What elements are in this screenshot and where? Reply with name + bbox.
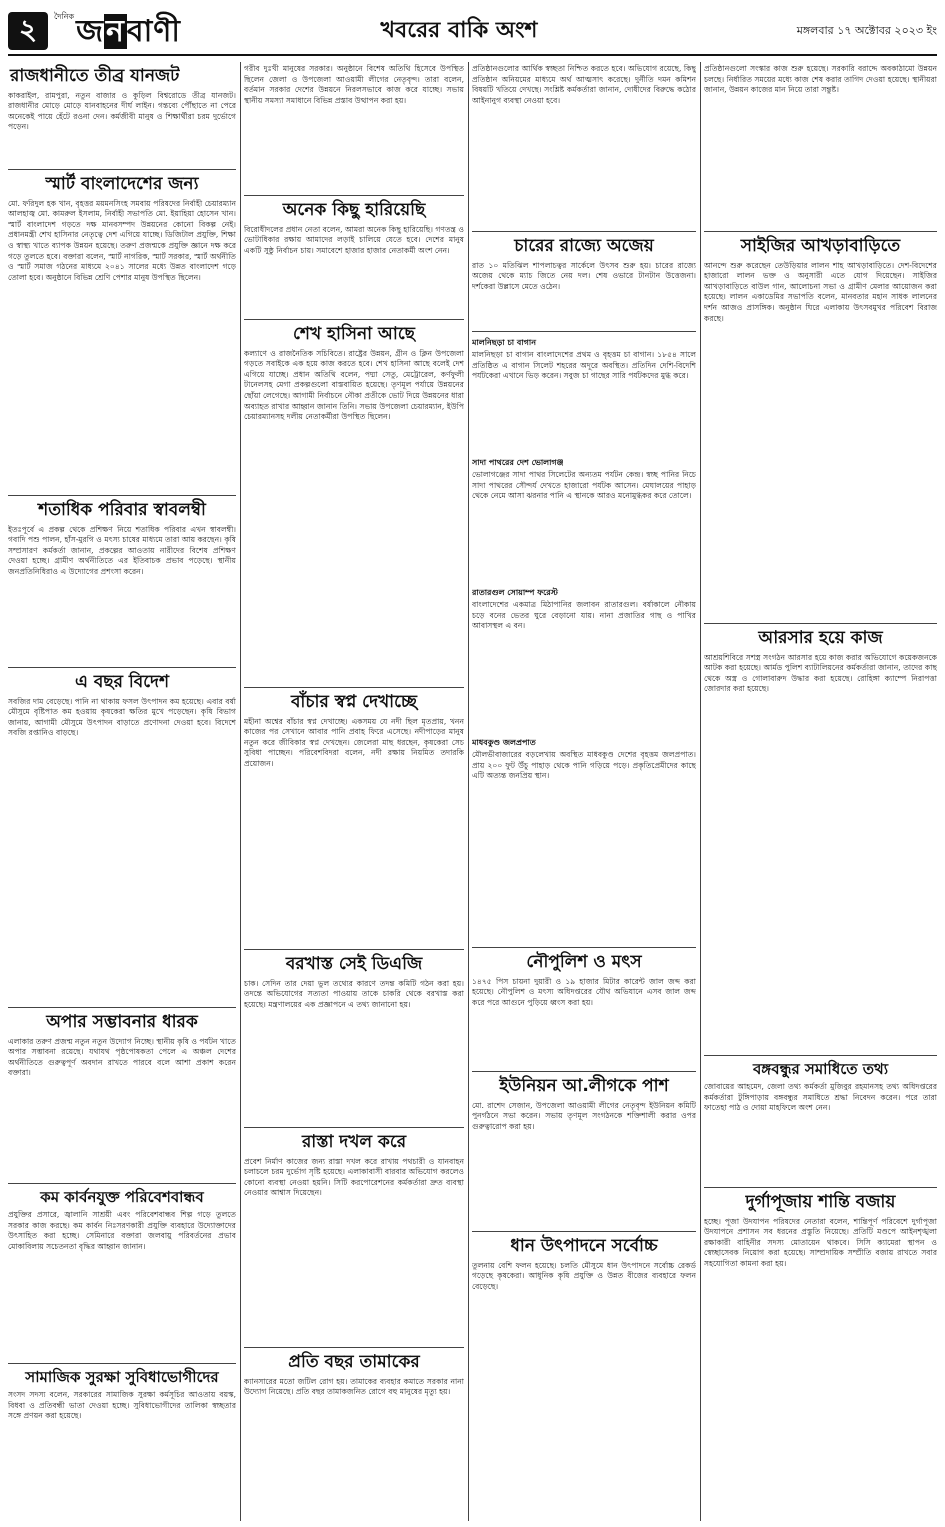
story-headline: স্মার্ট বাংলাদেশের জন্য [45, 174, 199, 194]
story-body: সবজির দাম বেড়েছে। পানি না থাকায় ফসল উৎপাদন কম হয়েছে। এবার বর্ষা মৌসুমে বৃষ্টিপাত কম হওয়ায় কৃষকেরা ক্ষতির মুখে পড়েছেন। কৃষি বিভাগ জানায়, আগামী মৌসুমে উৎপাদন বাড়াতে প্রণোদনা দেওয়া হবে। বিদেশে সবজি রপ্তানিও বাড়ছে। [8, 696, 236, 738]
story-body: বাংলাদেশের একমাত্র মিঠাপানির জলাবন রাতারগুল। বর্ষাকালে নৌকায় চড়ে বনের ভেতর ঘুরে বেড়ানো যায়। নানা প্রজাতির গাছ ও পাখির আবাসস্থল এ বন। [472, 600, 696, 631]
story-headline: রাস্তা দখল করে [301, 1132, 407, 1152]
story-body: ১৪৭৫ পিস চায়না দুয়ারী ও ১৯ হাজার মিটার কারেন্ট জাল জব্দ করা হয়েছে। নৌপুলিশ ও মৎস্য অধিদপ্তরের যৌথ অভিযানে এসব জাল জব্দ করে পরে আগুনে পুড়িয়ে ধ্বংস করা হয়। [472, 976, 696, 1007]
story-body: প্রতিষ্ঠানগুলোর আর্থিক স্বচ্ছতা নিশ্চিত করতে হবে। অভিযোগ রয়েছে, কিছু প্রতিষ্ঠান অনিয়মের মাধ্যমে অর্থ আত্মসাৎ করেছে। দুর্নীতি দমন কমিশন বিষয়টি খতিয়ে দেখছে। সংশ্লিষ্ট কর্মকর্তারা জানান, দোষীদের বিরুদ্ধে কঠোর আইনানুগ ব্যবস্থা নেওয়া হবে। [472, 64, 696, 105]
story-ratargul [472, 582, 696, 732]
story-body: রাত ১০ মতিঝিল শাপলাচত্বর সার্কেলে উৎসব শুরু হয়। চারের রাজ্যে অজেয় থেকে ম্যাচ জিতে নেয় দল। শেষ ওভারে টানটান উত্তেজনা। দর্শকেরা উল্লাসে মেতে ওঠেন। [472, 260, 696, 291]
story-lost-much [244, 196, 464, 320]
story-river-police [472, 948, 696, 1072]
story-headline: বরখাস্ত সেই ডিএজি [285, 954, 423, 974]
story-bholaganj [472, 452, 696, 582]
story-body: জোবায়ের আহমেদ, জেলা তথ্য কর্মকর্তা মুজিবুর রহমানসহ তথ্য অধিদপ্তরের কর্মকর্তারা টুঙ্গিপাড়ায় বঙ্গবন্ধুর সমাধিতে শ্রদ্ধা নিবেদন করেন। পরে তারা ফাতেহা পাঠ ও দোয়া মাহফিলে অংশ নেন। [704, 1082, 937, 1113]
story-madhabkunda [472, 732, 696, 948]
story-self-reliant-families [8, 496, 236, 668]
page-number: ২ [8, 12, 48, 50]
story-potential [8, 1008, 236, 1184]
dateline: মঙ্গলবার ১৭ অক্টোবর ২০২৩ ইং [796, 23, 937, 37]
story-headline: এ বছর বিদেশ [74, 672, 170, 692]
story-paddy-production [472, 1232, 696, 1412]
story-headline: ধান উৎপাদনে সর্বোচ্চ [510, 1236, 658, 1256]
story-body: মহীনা অশ্বের বাঁচার স্বপ্ন দেখাচ্ছে। একসময় যে নদী ছিল মৃতপ্রায়, খনন কাজের পর সেখানে আবার পানি প্রবাহ ফিরে এসেছে। নদীপাড়ের মানুষ নতুন করে জীবিকার স্বপ্ন দেখছেন। জেলেরা মাছ ধরছেন, কৃষকেরা সেচ সুবিধা পাচ্ছেন। পরিবেশবিদরা বলেন, নদী রক্ষায় নিয়মিত তদারকি প্রয়োজন। [244, 716, 464, 768]
story-subhead: মাধবকুণ্ড জলপ্রপাত [472, 738, 536, 747]
section-title: খবরের বাকি অংশ [380, 17, 538, 43]
story-headline: চারের রাজ্যে অজেয় [514, 236, 654, 256]
story-body: তুলনায় বেশি ফলন হয়েছে। চলতি মৌসুমে ধান উৎপাদনে সর্বোচ্চ রেকর্ড গড়েছে কৃষকেরা। আধুনিক কৃষি প্রযুক্তি ও উন্নত বীজের ব্যবহারে ফলন বেড়েছে। [472, 1260, 696, 1291]
story-headline: আরসার হয়ে কাজ [758, 628, 883, 648]
story-malnichhara [472, 332, 696, 452]
story-body: প্রযুক্তির প্রসারে, জ্বালানি সাশ্রয়ী এবং পরিবেশবান্ধব শিল্প গড়ে তুলতে সরকার কাজ করছে। কম কার্বন নিঃসরণকারী প্রযুক্তি ব্যবহারে উদ্যোক্তাদের উৎসাহিত করা হচ্ছে। সেমিনারে বক্তারা জলবায়ু পরিবর্তনের প্রভাব মোকাবিলায় সচেতনতা বৃদ্ধির আহ্বান জানান। [8, 1210, 236, 1252]
column-divider [700, 62, 701, 1521]
story-body: সংসদ সদস্য বলেন, সরকারের সামাজিক সুরক্ষা কর্মসূচির আওতায় বয়স্ক, বিধবা ও প্রতিবন্ধী ভাতা দেওয়া হচ্ছে। সুবিধাভোগীদের তালিকা স্বচ্ছতার সঙ্গে প্রণয়ন করা হয়েছে। [8, 1390, 236, 1421]
story-lalon-akhra [704, 232, 937, 624]
story-headline: দুর্গাপূজায় শান্তি বজায় [745, 1192, 896, 1212]
story-bangabandhu-tomb [704, 1056, 937, 1188]
story-headline: কম কার্বনযুক্ত পরিবেশবান্ধব [40, 1188, 204, 1206]
story-headline: বঙ্গবন্ধুর সমাধিতে তথ্য [752, 1060, 889, 1078]
story-sheikh-hasina [244, 320, 464, 688]
story-body: মো. রাশেদ সেজান, উপজেলা আওয়ামী লীগের নেতৃবৃন্দ ইউনিয়ন কমিটি পুনর্গঠনে সভা করেন। সভায় তৃণমূল সংগঠনকে শক্তিশালী করার ওপর গুরুত্বারোপ করা হয়। [472, 1100, 696, 1131]
logo-name: জনবাণী [76, 14, 181, 49]
column-4 [704, 62, 937, 1521]
story-arsa [704, 624, 937, 1056]
story-union-al [472, 1072, 696, 1232]
story-durga-puja [704, 1188, 937, 1518]
story-body: আনন্দে শুরু করেছেন তেউড়িয়ার লালন শাহ আখড়াবাড়িতে। দেশ-বিদেশের হাজারো লালন ভক্ত ও অনুসারী এতে যোগ দিয়েছেন। সাইজির আখড়াবাড়িতে বাউল গান, আলোচনা সভা ও গ্রামীণ মেলার আয়োজন করা হয়েছে। লালন একাডেমির সভাপতি বলেন, মানবতার মহান সাধক লালনের দর্শন আজও প্রাসঙ্গিক। অনুষ্ঠান ঘিরে এলাকায় উৎসবমুখর পরিবেশ বিরাজ করছে। [704, 260, 937, 323]
story-subhead: সাদা পাথরের দেশ ভোলাগঞ্জ [472, 458, 564, 467]
story-body: ভোলাগঞ্জের সাদা পাথর সিলেটের অন্যতম পর্যটন কেন্দ্র। স্বচ্ছ পানির নিচে সাদা পাথরের সৌন্দর্য দেখতে হাজারো পর্যটক আসেন। মেঘালয়ের পাহাড় থেকে নেমে আসা ঝরনার পানি এ স্থানকে আরও মনোমুগ্ধকর করে তোলে। [472, 470, 696, 501]
story-invincible [472, 232, 696, 332]
story-headline: সাইজির আখড়াবাড়িতে [740, 236, 901, 256]
story-headline: ইউনিয়ন আ.লীগকে পাশ [499, 1076, 669, 1096]
story-body: মৌলভীবাজারের বড়লেখায় অবস্থিত মাধবকুণ্ড দেশের বৃহত্তম জলপ্রপাত। প্রায় ২০০ ফুট উঁচু পাহাড় থেকে পানি গড়িয়ে পড়ে। প্রকৃতিপ্রেমীদের কাছে এটি অত্যন্ত জনপ্রিয় স্থান। [472, 750, 696, 781]
column-2 [244, 62, 464, 1521]
story-body: হচ্ছে। পূজা উদযাপন পরিষদের নেতারা বলেন, শান্তিপূর্ণ পরিবেশে দুর্গাপূজা উদযাপনে প্রশাসন সব ধরনের প্রস্তুতি নিয়েছে। প্রতিটি মণ্ডপে আইনশৃঙ্খলা রক্ষাকারী বাহিনীর সদস্য মোতায়েন থাকবে। সিসি ক্যামেরা স্থাপন ও স্বেচ্ছাসেবক নিয়োগ করা হয়েছে। সাম্প্রদায়িক সম্প্রীতি বজায় রাখতে সবার সহযোগিতা কামনা করা হয়। [704, 1216, 937, 1268]
story-body: কাকরাইল, রামপুরা, নতুন বাজার ও কুড়িল বিশ্বরোডে তীব্র যানজট। রাজধানীর মোড়ে মোড়ে যানবাহনের দীর্ঘ লাইন। গন্তব্যে পৌঁছাতে না পেরে অনেকেই পায়ে হেঁটে রওনা দেন। কর্মজীবী মানুষ ও শিক্ষার্থীরা চরম দুর্ভোগে পড়েন। [8, 90, 236, 132]
story-body: চাক। সেদিন তার দেয়া ভুল তথ্যের কারণে তদন্ত কমিটি গঠন করা হয়। তদন্তে অভিযোগের সত্যতা পাওয়ায় তাকে চাকরি থেকে বরখাস্ত করা হয়েছে। মন্ত্রণালয়ের এক প্রজ্ঞাপনে এ তথ্য জানানো হয়। [244, 978, 464, 1009]
story-smart-bangladesh [8, 170, 236, 496]
masthead [8, 8, 937, 56]
story-low-carbon [8, 1184, 236, 1364]
story-body: প্রতিষ্ঠানগুলো সংস্কার কাজ শুরু হয়েছে। সরকারি বরাদ্দে অবকাঠামো উন্নয়ন চলছে। নির্ধারিত সময়ের মধ্যে কাজ শেষ করার তাগিদ দেওয়া হয়েছে। স্থানীয়রা জানান, উন্নয়ন কাজের মান নিয়ে তারা সন্তুষ্ট। [704, 64, 937, 95]
story-headline: শেখ হাসিনা আছে [293, 324, 415, 344]
story-headline: বাঁচার স্বপ্ন দেখাচ্ছে [290, 692, 418, 712]
newspaper-logo [54, 11, 181, 51]
story-dream-to-live [244, 688, 464, 950]
story-body: ক্যানসারের মতো জটিল রোগ হয়। তামাকের ব্যবহার কমাতে সরকার নানা উদ্যোগ নিয়েছে। প্রতি বছর তামাকজনিত রোগে বহু মানুষের মৃত্যু হয়। [244, 1376, 464, 1397]
story-road-occupied [244, 1128, 464, 1348]
story-abroad [8, 668, 236, 1008]
story-headline: অপার সম্ভাবনার ধারক [46, 1012, 198, 1032]
logo-prefix: দৈনিক [54, 12, 75, 21]
column-divider [240, 62, 241, 1521]
story-headline: প্রতি বছর তামাকের [288, 1352, 420, 1372]
story-headline: অনেক কিছু হারিয়েছি [282, 200, 426, 220]
story-body: মো. ফরিদুল হক খান, বৃহত্তর ময়মনসিংহ সমবায় পরিষদের নির্বাহী চেয়ারম্যান আলহাজ্ব মো. কামরুল ইসলাম, নির্বাহী সভাপতি মো. ইয়াহিয়া হোসেন খান। স্মার্ট বাংলাদেশ গড়তে দক্ষ মানবসম্পদ উন্নয়নের কোনো বিকল্প নেই। প্রধানমন্ত্রী শেখ হাসিনার নেতৃত্বে দেশ এগিয়ে যাচ্ছে। ডিজিটাল প্রযুক্তি, শিক্ষা ও স্বাস্থ্য খাতে ব্যাপক উন্নয়ন হয়েছে। তরুণ প্রজন্মকে প্রযুক্তি জ্ঞানে দক্ষ করে গড়ে তুলতে হবে। বক্তারা বলেন, স্মার্ট নাগরিক, স্মার্ট সরকার, স্মার্ট অর্থনীতি ও স্মার্ট সমাজ গঠনের মাধ্যমে ২০৪১ সালের মধ্যে উন্নত বাংলাদেশ গড়ে তোলা হবে। অনুষ্ঠানে বিভিন্ন শ্রেণি পেশার মানুষ উপস্থিত ছিলেন। [8, 198, 236, 282]
story-social-safety [8, 1364, 236, 1514]
story-headline: নৌপুলিশ ও মৎস [526, 952, 642, 972]
story-dag-dismissed [244, 950, 464, 1128]
story-subhead: রাতারগুল সোয়াম্প ফরেস্ট [472, 588, 558, 597]
story-tobacco [244, 1348, 464, 1518]
story-body: কল্যাণে ও রাজনৈতিক সচিবিতে। রাষ্ট্রের উন্নয়ন, গ্রীন ও ক্লিন উপজেলা গড়তে সবাইকে এক হয়ে কাজ করতে হবে। শেখ হাসিনা আছে বলেই দেশ এগিয়ে যাচ্ছে। প্রধান অতিথি বলেন, পদ্মা সেতু, মেট্রোরেল, কর্ণফুলী টানেলসহ মেগা প্রকল্পগুলো বাস্তবায়িত হয়েছে। তৃণমূল পর্যায়ে উন্নয়নের ছোঁয়া লেগেছে। আগামী নির্বাচনে নৌকা প্রতীকে ভোট দিয়ে উন্নয়নের ধারা অব্যাহত রাখার আহ্বান জানান তিনি। সভায় উপজেলা চেয়ারম্যান, ইউপি চেয়ারম্যানসহ দলীয় নেতাকর্মীরা উপস্থিত ছিলেন। [244, 348, 464, 422]
story-continuation [244, 62, 464, 196]
story-body: আশ্রয়শিবিরে সশস্ত্র সংগঠন আরসার হয়ে কাজ করার অভিযোগে কয়েকজনকে আটক করা হয়েছে। আর্মড পুলিশ ব্যাটালিয়নের কর্মকর্তারা জানান, তাদের কাছ থেকে অস্ত্র ও গোলাবারুদ উদ্ধার করা হয়েছে। রোহিঙ্গা ক্যাম্পে নিরাপত্তা জোরদার করা হয়েছে। [704, 652, 937, 694]
story-body: প্রবেশ নির্মাণ কাজের জন্য রাস্তা দখল করে রাখায় পথচারী ও যানবাহন চলাচলে চরম দুর্ভোগ সৃষ্টি হয়েছে। এলাকাবাসী বারবার অভিযোগ করলেও কোনো ব্যবস্থা নেওয়া হয়নি। সিটি করপোরেশনের কর্মকর্তারা দ্রুত ব্যবস্থা নেওয়ার আশ্বাস দিয়েছেন। [244, 1156, 464, 1198]
story-subhead: মালনিছড়া চা বাগান [472, 338, 536, 347]
story-body: বিরোধীদলের প্রধান নেতা বলেন, আমরা অনেক কিছু হারিয়েছি। গণতন্ত্র ও ভোটাধিকার রক্ষায় আমাদের লড়াই চালিয়ে যেতে হবে। দেশের মানুষ একটি সুষ্ঠু নির্বাচন চায়। সমাবেশে হাজার হাজার নেতাকর্মী অংশ নেন। [244, 224, 464, 255]
story-body: মালনিছড়া চা বাগান বাংলাদেশের প্রথম ও বৃহত্তম চা বাগান। ১৮৫৪ সালে প্রতিষ্ঠিত এ বাগান সিলেট শহরের অদূরে অবস্থিত। প্রতিদিন দেশি-বিদেশি পর্যটকেরা এখানে ভিড় করেন। সবুজ চা গাছের সারি পর্যটকদের মুগ্ধ করে। [472, 350, 696, 381]
column-divider [468, 62, 469, 1521]
story-traffic [8, 62, 236, 170]
story-headline: রাজধানীতে তীব্র যানজট [10, 66, 180, 86]
story-body: ইতঃপূর্বে এ প্রকল্প থেকে প্রশিক্ষণ নিয়ে শতাধিক পরিবার এখন স্বাবলম্বী। গবাদি পশু পালন, হাঁস-মুরগি ও মৎস্য চাষের মাধ্যমে তারা আয় করছেন। কৃষি সম্প্রসারণ কর্মকর্তা জানান, প্রকল্পের আওতায় নারীদের বিশেষ প্রশিক্ষণ দেওয়া হচ্ছে। গ্রামীণ অর্থনীতিতে এর ইতিবাচক প্রভাব পড়েছে। স্থানীয় জনপ্রতিনিধিরাও এ উদ্যোগের প্রশংসা করেন। [8, 524, 236, 576]
story-headline: শতাধিক পরিবার স্বাবলম্বী [38, 500, 206, 520]
story-body: এলাকার তরুণ প্রজন্ম নতুন নতুন উদ্যোগ নিচ্ছে। স্থানীয় কৃষি ও পর্যটন খাতে অপার সম্ভাবনা রয়েছে। যথাযথ পৃষ্ঠপোষকতা পেলে এ অঞ্চল দেশের অর্থনীতিতে গুরুত্বপূর্ণ অবদান রাখতে পারবে বলে আশা প্রকাশ করেন বক্তারা। [8, 1036, 236, 1078]
column-3 [472, 62, 696, 1521]
story-continuation [472, 62, 696, 232]
column-1 [8, 62, 236, 1521]
story-continuation [704, 62, 937, 232]
story-body: গরীব দুঃখী মানুষের সরকার। অনুষ্ঠানে বিশেষ অতিথি হিসেবে উপস্থিত ছিলেন জেলা ও উপজেলা আওয়ামী লীগের নেতৃবৃন্দ। তারা বলেন, বর্তমান সরকার দেশের উন্নয়নে নিরলসভাবে কাজ করে যাচ্ছে। সভায় স্থানীয় সমস্যা সমাধানে বিভিন্ন প্রস্তাব উত্থাপন করা হয়। [244, 64, 464, 105]
story-headline: সামাজিক সুরক্ষা সুবিধাভোগীদের [25, 1368, 219, 1386]
